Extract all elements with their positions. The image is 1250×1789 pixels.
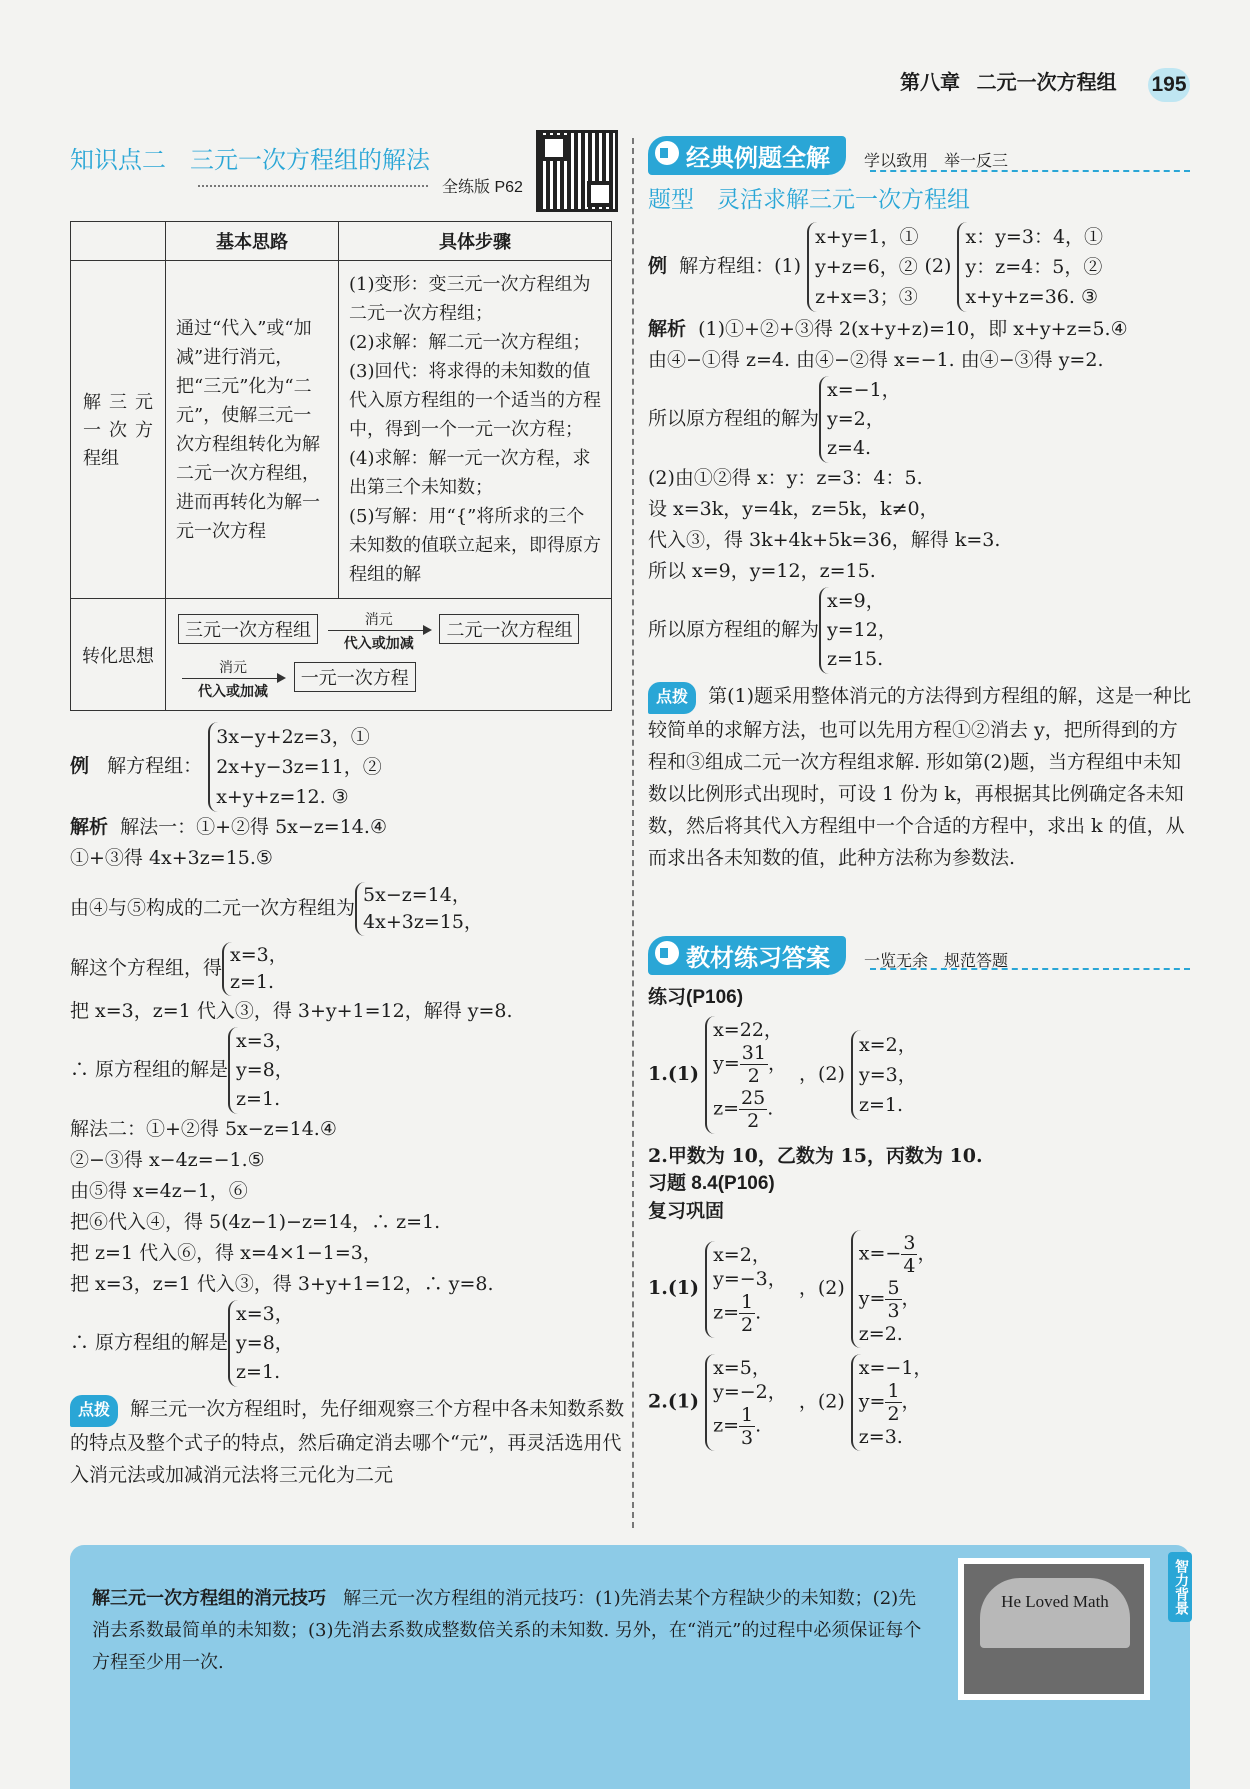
- steps-cell: [339, 261, 612, 599]
- row-label-transform: 转化思想: [71, 599, 166, 711]
- right-tip: 点拨 第(1)题采用整体消元的方法得到方程组的解，这是一种比较简单的求解方法，也可以先用方程①②消去 y，把所得到的方程和③组成二元一次方程组求解. 形如第(2)题，当方程组中未知数以比例形式出现时，可设 1 份为 k，再根据其比例确定各未知数，然后将其代入方程组中一个合适的方程中，求出 k 的值，从而求出各未知数的值，此种方法称为参数法.: [648, 680, 1193, 874]
- step-2: (2)求解：解二元一次方程组；: [349, 332, 591, 353]
- box-one-var: 一元一次方程: [294, 662, 416, 692]
- tip-tag: 点拨: [70, 1395, 118, 1427]
- basic-idea-cell: 通过“代入”或“加减”进行消元，把“三元”化为“二元”，使解三元一次方程组转化为解二元一次方程组，进而再转化为解一元一次方程: [166, 261, 339, 599]
- table-header-idea: 基本思路: [166, 222, 339, 261]
- background-knowledge-text: 解三元一次方程组的消元技巧 解三元一次方程组的消元技巧：(1)先消去某个方程缺少的未知数；(2)先消去系数最简单的未知数；(3)先消去系数成整数倍关系的未知数. 另外，在“消元”的过程中必须保证每个方程至少用一次.: [92, 1588, 922, 1673]
- box-three-var: 三元一次方程组: [178, 614, 318, 644]
- dotted-rule: [198, 185, 428, 187]
- speaker-icon: [655, 141, 679, 165]
- column-divider: [632, 138, 634, 1528]
- left-solution: 解析 解法一：①+②得 5x−z=14.④ ①+③得 4x+3z=15.⑤ 由④与⑤构成的二元一次方程组为 5x−z=14， 4x+3z=15， 解这个方程组，得 x=3， z=1. 把 x=3，z=1 代入③，得 3+y+1=12，解得 y=8. ∴ 原方程组的解是 x=3， y=8， z=1. 解法二：①+②得 5x−z=14.④ ②−③得 x−4z=−1.⑤ 由⑤得 x=4z−1，⑥ 把⑥代入④，得 5(4z−1)−z=14，∴ z=1. 把 z=1 代入⑥，得 x=4×1−1=3， 把 x=3，z=1 代入③，得 3+y+1=12，∴ y=8. ∴ 原方程组的解是 x=3， y=8， z=1. 点拨 解三元一次方程组时，先仔细观察三个方程中各未知数系数的特点及整个式子的特点，然后确定消去哪个“元”，再灵活选用代入消元法或加减消元法将三元化为二元: [70, 812, 625, 1491]
- left-example: 例 解方程组： 3x−y+2z=3，① 2x+y−3z=11，② x+y+z=12. ③: [70, 722, 382, 812]
- method-table: [70, 221, 612, 711]
- page-number: 195: [1148, 68, 1190, 102]
- left-tip: 点拨 解三元一次方程组时，先仔细观察三个方程中各未知数系数的特点及整个式子的特点，然后确定消去哪个“元”，再灵活选用代入消元法或加减消元法将三元化为二元: [70, 1393, 625, 1491]
- classic-examples-banner: 经典例题全解 学以致用 举一反三: [648, 136, 1008, 175]
- row-label-solve: 解三元一次方程组: [71, 261, 166, 599]
- answers: 练习(P106) 1.(1) x=22， y= $\frac{31}{2}$ ， z= $\frac{25}{2}$ . ，(2) x=2， y=3， z=1. 2.甲数为 10，乙数为 15，丙数为 10. 习题 8.4(P106) 复习巩固 1.(1) x=2， y=−3， z= $\frac{1}{2}$ . ，(2) x=− $\frac{3}{4}$ ， y= $\frac{5}{3}$ ， z=2. 2.(1) x=5， y=−2， z= $\frac{1}{3}$ . ，(2) x=−1， y= $\frac{1}{2}$ ， z=3.: [648, 987, 983, 1449]
- chapter-label: 第八章: [900, 72, 960, 94]
- table-header-steps: 具体步骤: [339, 222, 612, 261]
- question-type: 题型 灵活求解三元一次方程组: [648, 186, 970, 212]
- textbook-answers-banner: 教材练习答案 一览无余 规范答题: [648, 936, 1008, 975]
- example-system: 3x−y+2z=3，① 2x+y−3z=11，② x+y+z=12. ③: [208, 722, 382, 812]
- chapter-title: 二元一次方程组: [976, 72, 1117, 94]
- arrow-eliminate: 消元 代入或加减: [324, 609, 434, 653]
- knowledge-title: 知识点二 三元一次方程组的解法: [70, 147, 430, 174]
- right-solution: 解析 (1)①+②+③得 2(x+y+z)=10，即 x+y+z=5.④ 由④−①得 z=4. 由④−②得 x=−1. 由④−③得 y=2. 所以原方程组的解为 x=−1， y=2， z=4. (2)由①②得 x：y：z=3：4：5. 设 x=3k，y=4k，z=5k，k≠0， 代入③，得 3k+4k+5k=36，解得 k=3. 所以 x=9，y=12，z=15. 所以原方程组的解为 x=9， y=12， z=15. 点拨 第(1)题采用整体消元的方法得到方程组的解，这是一种比较简单的求解方法，也可以先用方程①②消去 y，把所得到的方程和③组成二元一次方程组求解. 形如第(2)题，当方程组中未知数以比例形式出现时，可设 1 份为 k，再根据其比例确定各未知数，然后将其代入方程组中一个合适的方程中，求出 k 的值，从而求出各未知数的值，此种方法称为参数法.: [648, 314, 1193, 874]
- step-4: (4)求解：解一元一次方程，求出第三个未知数；: [349, 448, 591, 498]
- tombstone-photo: He Loved Math: [958, 1558, 1150, 1700]
- step-3: (3)回代：将求得的未知数的值代入原方程组的一个适当的方程中，得到一个一元一次方程；: [349, 361, 601, 440]
- step-1: (1)变形：变三元一次方程组为二元一次方程组；: [349, 274, 591, 324]
- box-two-var: 二元一次方程组: [439, 614, 579, 644]
- table-corner: [71, 222, 166, 261]
- right-example: 例 解方程组：(1) x+y=1，① y+z=6，② z+x=3；③ (2) x：y=3：4，① y：z=4：5，② x+y+z=36. ③: [648, 222, 1103, 312]
- banner-rule: [870, 170, 1190, 172]
- speaker-icon-2: [655, 941, 679, 965]
- banner-rule-2: [870, 968, 1190, 970]
- arrow-eliminate-2: 消元 代入或加减: [178, 657, 288, 701]
- page-header: [900, 66, 1117, 95]
- tip-tag-right: 点拨: [648, 682, 696, 714]
- side-tab: 智力背景: [1168, 1552, 1192, 1622]
- reference-label: 全练版 P62: [442, 179, 523, 196]
- transform-diagram: [166, 599, 612, 711]
- qr-code-icon[interactable]: [536, 130, 618, 212]
- step-5: (5)写解：用“{”将所求的三个未知数的值联立起来，即得原方程组的解: [349, 506, 601, 585]
